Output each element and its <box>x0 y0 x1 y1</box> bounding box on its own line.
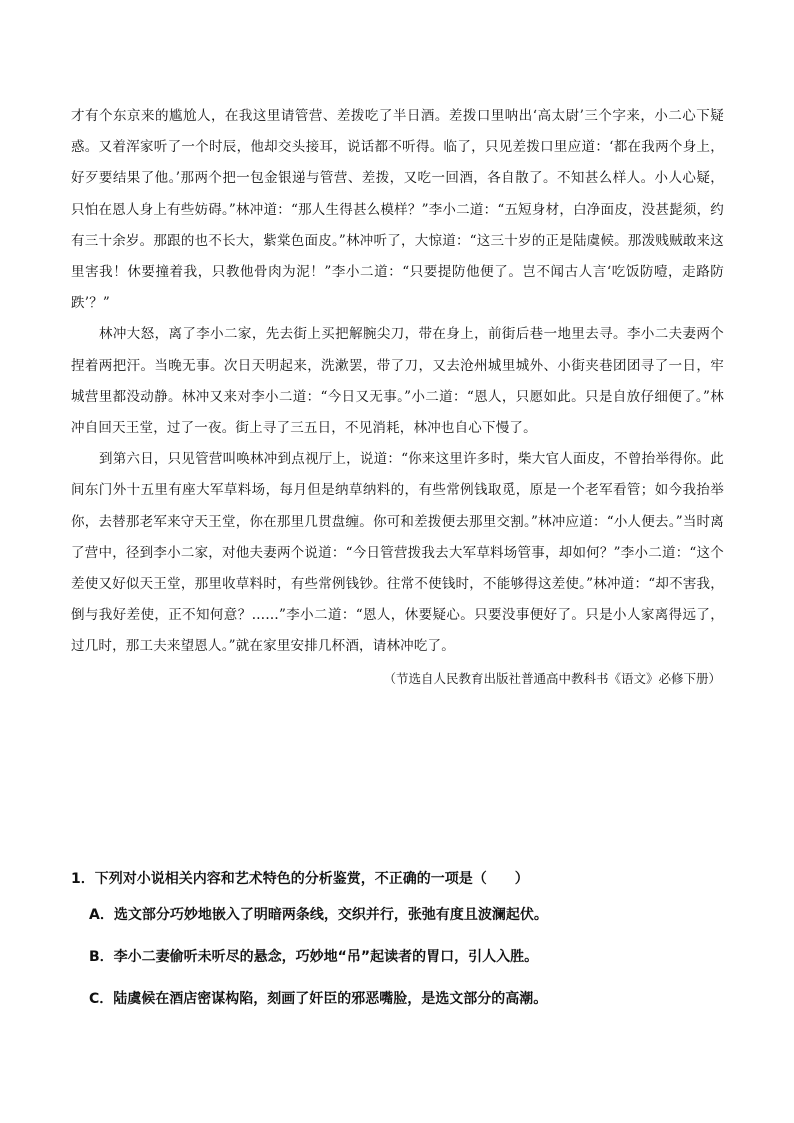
passage-paragraph-1: 才有个东京来的尴尬人，在我这里请管营、差拨吃了半日酒。差拨口里呐出‘高太尉’三个字来，小二心下疑惑。又着浑家听了一个时辰，他却交头接耳，说话都不听得。临了，只见差拨口里应道：‘都在我两个身上，好歹要结果了他。’那两个把一包金银递与管营、差拨，又吃一回酒，各自散了。不知甚么样人。小人心疑，只怕在恩人身上有些妨碍。”林冲道：“那人生得甚么模样？”李小二道：“五短身材，白净面皮，没甚髭须，约有三十余岁。那跟的也不长大，紫棠色面皮。”林冲听了，大惊道：“这三十岁的正是陆虞候。那泼贱贼敢来这里害我！休要撞着我，只教他骨肉为泥！”李小二道：“只要提防他便了。岂不闻古人言‘吃饭防噎，走路防跌’？” <box>71 108 724 312</box>
passage-paragraph-2: 林冲大怒，离了李小二家，先去街上买把解腕尖刀，带在身上，前街后巷一地里去寻。李小二夫妻两个捏着两把汗。当晚无事。次日天明起来，洗漱罢，带了刀，又去沧州城里城外、小街夹巷团团寻了一日，牢城营里都没动静。林冲又来对李小二道：“今日又无事。”小二道：“恩人，只愿如此。只是自放仔细便了。”林冲自回天王堂，过了一夜。街上寻了三五日，不见消耗，林冲也自心下慢了。 <box>71 326 724 437</box>
question-option-a: A．选文部分巧妙地嵌入了明暗两条线，交织并行，张弛有度且波澜起伏。 <box>89 907 548 923</box>
passage-source: （节选自人民教育出版社普通高中教科书《语文》必修下册） <box>383 670 721 686</box>
passage <box>71 101 724 694</box>
question-option-c: C．陆虞候在酒店密谋构陷，刻画了奸臣的邪恶嘴脸，是选文部分的高潮。 <box>89 991 548 1007</box>
question-option-b: B．李小二妻偷听未听尽的悬念，巧妙地“吊”起读者的胃口，引人入胜。 <box>89 949 539 965</box>
passage-paragraph-3: 到第六日，只见管营叫唤林冲到点视厅上，说道：“你来这里许多时，柴大官人面皮，不曾抬举得你。此间东门外十五里有座大军草料场，每月但是纳草纳料的，有些常例钱取觅，原是一个老军看管；如今我抬举你，去替那老军来守天王堂，你在那里几贯盘缠。你可和差拨便去那里交割。”林冲应道：“小人便去。”当时离了营中，径到李小二家，对他夫妻两个说道：“今日管营拨我去大军草料场管事，却如何？”李小二道：“这个差使又好似天王堂，那里收草料时，有些常例钱钞。往常不使钱时，不能够得这差使。”林冲道：“却不害我，倒与我好差使，正不知何意？……”李小二道：“恩人，休要疑心。只要没事便好了。只是小人家离得远了，过几时，那工夫来望恩人。”就在家里安排几杯酒，请林冲吃了。 <box>71 451 724 655</box>
question-1 <box>71 864 724 1020</box>
question-stem: 1．下列对小说相关内容和艺术特色的分析鉴赏，不正确的一项是（ ） <box>71 871 529 887</box>
